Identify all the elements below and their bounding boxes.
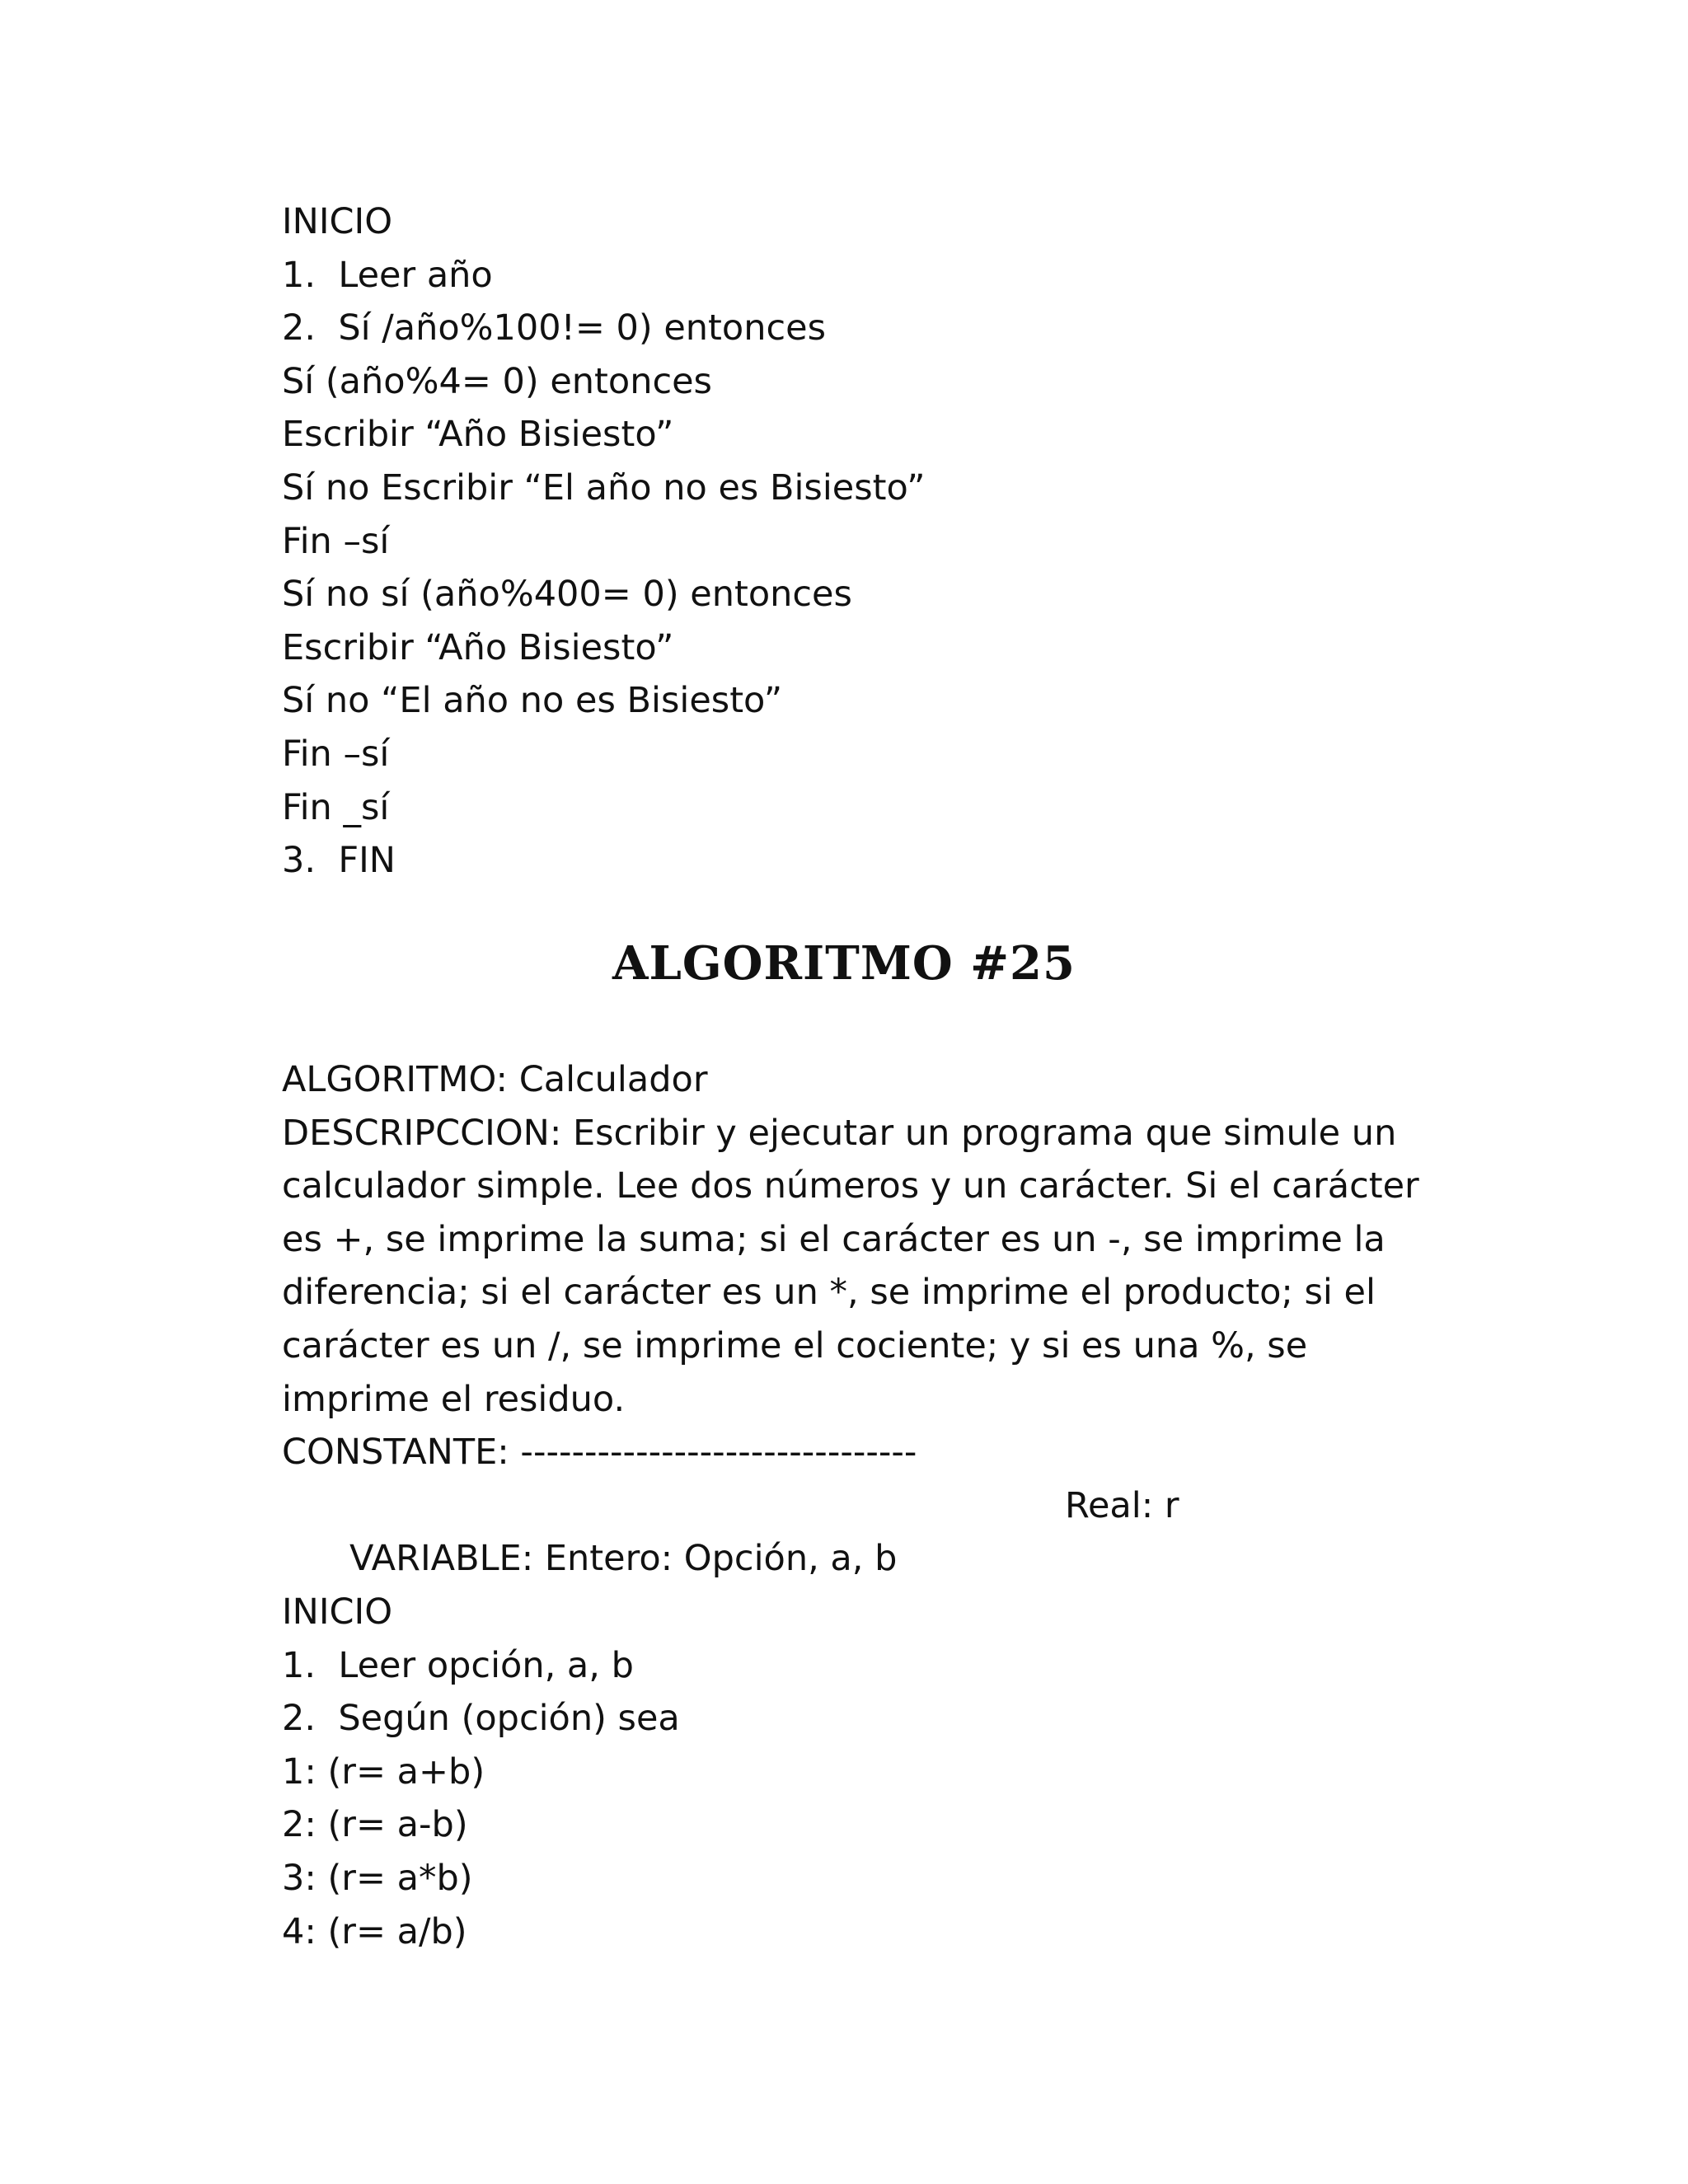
step-line: Sí no sí (año%400= 0) entonces (282, 574, 852, 616)
step-line: 2. Sí /año%100!= 0) entonces (282, 307, 826, 349)
step-line: Escribir “Año Bisiesto” (282, 414, 674, 456)
step-line: INICIO (282, 201, 393, 242)
constant-line: CONSTANTE: ------------------------------- (282, 1432, 917, 1474)
step-line: 3. FIN (282, 840, 396, 882)
step-line: 2. Según (opción) sea (282, 1698, 680, 1740)
step-line: Sí no “El año no es Bisiesto” (282, 680, 783, 722)
step-line: Sí (año%4= 0) entonces (282, 360, 712, 402)
variable-real: Real: r (1065, 1484, 1179, 1526)
step-line: Sí no Escribir “El año no es Bisiesto” (282, 466, 926, 509)
algorithm-description: DESCRIPCCION: Escribir y ejecutar un programa que simule un calculador simple. Lee dos números y un carácter. Si el carácter es +, se imprime la suma; si el carácter es un -, se imprime la diferencia; si el carácter es un *, se imprime el producto; si el carácter es un /, se imprime el cociente; y si es una %, se imprime el residuo. (282, 1112, 1419, 1420)
variable-line (282, 1479, 1419, 1580)
step-line: 3: (r= a*b) (282, 1857, 473, 1899)
section-title: ALGORITMO #25 (612, 936, 1076, 991)
variable-integers: VARIABLE: Entero: Opción, a, b (349, 1538, 898, 1580)
calculator-algorithm-steps (282, 1586, 1419, 1958)
step-line: Fin –sí (282, 733, 390, 775)
step-line: Escribir “Año Bisiesto” (282, 626, 674, 668)
leap-year-algorithm-steps (282, 195, 1419, 888)
algorithm-name-line: ALGORITMO: Calculador (282, 1059, 708, 1100)
step-line: INICIO (282, 1591, 393, 1633)
algorithm-header (282, 1053, 1419, 1580)
step-line: Fin _sí (282, 786, 390, 828)
step-line: 1. Leer año (282, 254, 493, 296)
step-line: 1. Leer opción, a, b (282, 1644, 634, 1686)
step-line: 1: (r= a+b) (282, 1750, 485, 1793)
step-line: Fin –sí (282, 520, 390, 562)
step-line: 2: (r= a-b) (282, 1804, 468, 1846)
step-line: 4: (r= a/b) (282, 1910, 467, 1952)
